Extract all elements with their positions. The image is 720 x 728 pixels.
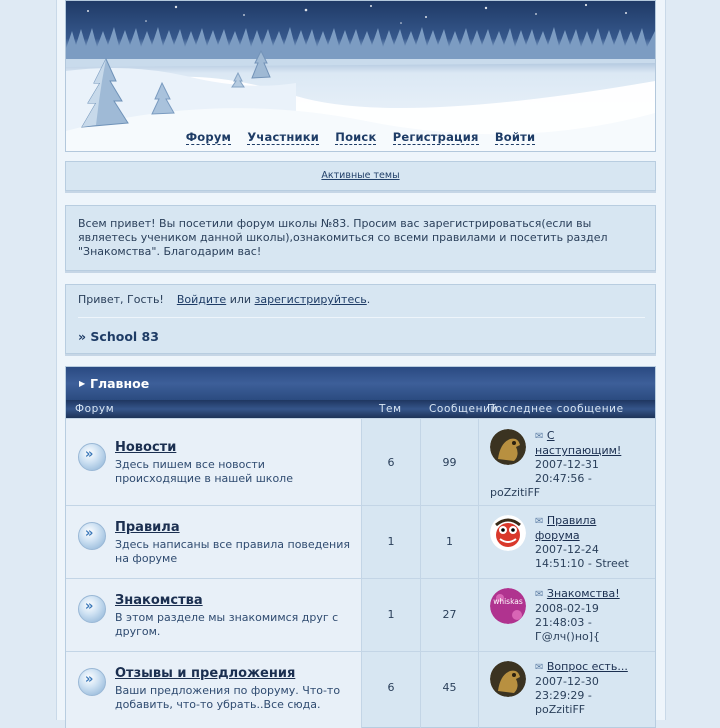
posts-count: 45 [442, 681, 457, 694]
forum-title[interactable]: Отзывы и предложения [115, 666, 296, 681]
nav-members-link[interactable]: Участники [247, 130, 320, 144]
register-link[interactable]: зарегистрируйтесь [254, 293, 367, 306]
forum-description-line: на форуме [115, 552, 178, 565]
last-post-time: 14:51:10 - Street [535, 557, 629, 570]
forum-info-cell [66, 579, 362, 651]
col-last-post: Последнее сообщение [487, 403, 624, 415]
forum-description-line: Ваши предложения по форуму. Что-то [115, 684, 341, 697]
last-post-info [490, 429, 650, 500]
posts-count-cell [421, 579, 479, 651]
forum-info-cell [66, 652, 362, 728]
posts-count: 27 [442, 608, 457, 621]
topics-count-cell [362, 419, 421, 505]
last-post-info [490, 587, 650, 644]
forum-description-line: В этом разделе мы знакомимся друг с [115, 611, 339, 624]
divider [78, 317, 645, 318]
forum-title[interactable]: Правила [115, 520, 180, 535]
greeting-text: Привет, Гость! [78, 293, 164, 306]
topics-count-cell [362, 506, 421, 578]
forum-description-line: Здесь пишем все новости [115, 458, 265, 471]
collapse-arrow-icon[interactable]: ▶ [79, 379, 86, 388]
forum-category [65, 366, 656, 728]
announcement-panel [65, 205, 656, 271]
guest-panel [65, 284, 656, 354]
forum-row [66, 418, 655, 505]
forum-row [66, 505, 655, 578]
announcement-line-3: "Знакомства". Благодарим вас! [78, 245, 262, 258]
forum-description-line: другом. [115, 625, 161, 638]
forum-status-icon[interactable]: » [78, 443, 106, 471]
last-post-date: 2007-12-30 [535, 675, 599, 688]
category-header[interactable] [66, 367, 655, 400]
forum-status-icon[interactable]: » [78, 595, 106, 623]
last-post-time: 20:47:56 - [535, 472, 592, 485]
topics-count-cell [362, 579, 421, 651]
envelope-icon: ✉ [535, 662, 544, 673]
breadcrumb[interactable]: » School 83 [78, 329, 159, 344]
login-link[interactable]: Войдите [176, 293, 227, 306]
main-navigation [66, 130, 655, 144]
forum-description-line: добавить, что-то убрать..Все сюда. [115, 698, 321, 711]
envelope-icon: ✉ [535, 516, 544, 527]
posts-count-cell [421, 506, 479, 578]
nav-forum-link[interactable]: Форум [185, 130, 232, 144]
last-post-date: 2008-02-19 [535, 602, 599, 615]
col-topics: Тем [379, 403, 402, 415]
posts-count: 99 [442, 456, 457, 469]
forum-info-cell [66, 506, 362, 578]
topics-count: 6 [387, 456, 395, 469]
or-text: или [229, 293, 252, 306]
last-post-author: poZzitiFF [535, 703, 586, 716]
forum-status-icon[interactable]: » [78, 522, 106, 550]
column-header [66, 400, 655, 418]
category-title: Главное [90, 376, 150, 391]
last-post-link[interactable]: С [546, 429, 555, 442]
forum-description [115, 458, 355, 486]
announcement-line-1: Всем привет! Вы посетили форум школы №83. Просим вас зарегистрироваться(если вы [78, 217, 592, 230]
last-post-link[interactable]: форума [535, 529, 580, 542]
guest-greeting [78, 293, 370, 306]
last-post-author: poZzitiFF [490, 486, 541, 499]
posts-count-cell [421, 419, 479, 505]
topics-count: 1 [387, 608, 395, 621]
last-post-info [490, 660, 650, 717]
last-post-date: 2007-12-31 [535, 458, 599, 471]
svg-text:whiskas: whiskas [493, 597, 523, 606]
last-post-cell [479, 652, 655, 728]
last-post-cell [479, 506, 655, 578]
forum-title[interactable]: Знакомства [115, 593, 203, 608]
forum-description-line: Здесь написаны все правила поведения [115, 538, 351, 551]
last-post-link[interactable]: Правила [546, 514, 597, 527]
period-text: . [366, 293, 371, 306]
forum-status-icon[interactable]: » [78, 668, 106, 696]
forum-row [66, 651, 655, 728]
last-post-link[interactable]: наступающим! [535, 444, 622, 457]
last-post-time: 21:48:03 - [535, 616, 592, 629]
announcement-line-2: являетесь учеником данной школы),ознакомиться со всеми правилами и посетить раздел [78, 231, 608, 244]
col-forum: Форум [75, 403, 115, 415]
envelope-icon: ✉ [535, 431, 544, 442]
last-post-info [490, 514, 650, 571]
posts-count: 1 [446, 535, 453, 548]
header-banner [65, 0, 656, 152]
forum-description [115, 684, 355, 712]
last-post-cell [479, 419, 655, 505]
forum-row [66, 578, 655, 651]
forum-description [115, 611, 355, 639]
active-topics-panel [65, 161, 656, 191]
forum-description-line: происходящие в нашей школе [115, 472, 293, 485]
topics-count: 1 [387, 535, 395, 548]
last-post-date: 2007-12-24 [535, 543, 599, 556]
nav-register-link[interactable]: Регистрация [392, 130, 479, 144]
posts-count-cell [421, 652, 479, 728]
nav-login-link[interactable]: Войти [494, 130, 536, 144]
last-post-link[interactable]: Вопрос есть... [546, 660, 628, 673]
topics-count-cell [362, 652, 421, 728]
active-topics-link[interactable]: Активные темы [321, 170, 400, 181]
forum-title[interactable]: Новости [115, 440, 177, 455]
last-post-author: Г@лч()но]{ [535, 630, 601, 643]
forum-description [115, 538, 355, 566]
col-posts: Сообщений [429, 403, 498, 415]
topics-count: 6 [387, 681, 395, 694]
nav-search-link[interactable]: Поиск [335, 130, 377, 144]
last-post-time: 23:29:29 - [535, 689, 592, 702]
envelope-icon: ✉ [535, 589, 544, 600]
winter-landscape-image [66, 1, 655, 151]
forum-info-cell [66, 419, 362, 505]
last-post-link[interactable]: Знакомства! [546, 587, 620, 600]
last-post-cell [479, 579, 655, 651]
